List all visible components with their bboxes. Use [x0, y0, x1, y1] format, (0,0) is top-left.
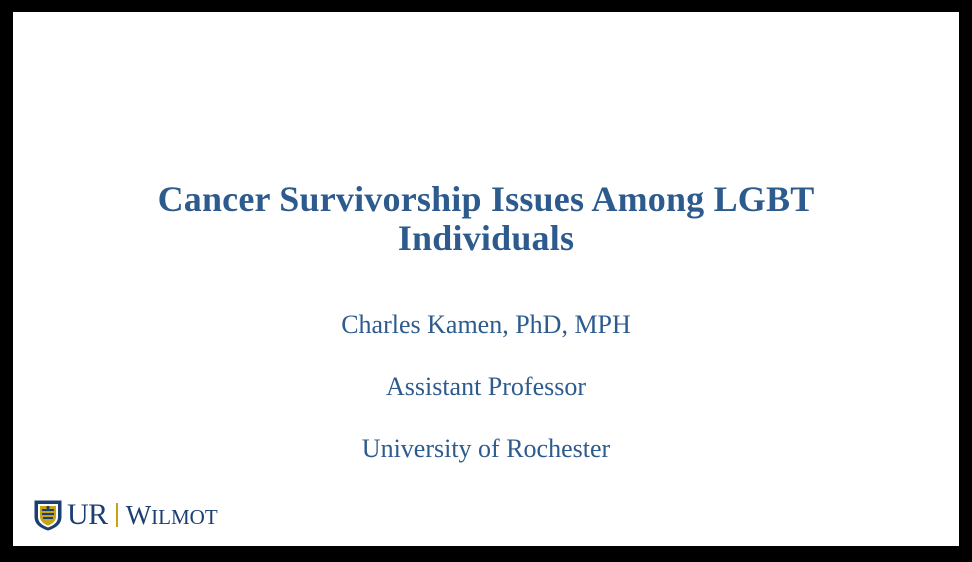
- presenter-name: Charles Kamen, PhD, MPH: [341, 310, 631, 339]
- slide-title: Cancer Survivorship Issues Among LGBT Individuals: [157, 179, 815, 258]
- byline-block: [73, 312, 899, 462]
- ur-wilmot-logo: [33, 498, 218, 532]
- university-crest-icon: [33, 499, 63, 531]
- logo-divider: [116, 503, 118, 527]
- presenter-affiliation: University of Rochester: [361, 434, 611, 463]
- presenter-title: Assistant Professor: [385, 372, 587, 401]
- logo-wilmot-cap: W: [125, 499, 152, 530]
- presentation-slide: [13, 12, 959, 546]
- logo-wilmot-text: [125, 499, 218, 530]
- logo-ur-text: UR: [67, 498, 108, 531]
- title-block: [73, 180, 899, 258]
- logo-wilmot-rest: ILMOT: [151, 504, 218, 529]
- slide-content: [13, 12, 959, 546]
